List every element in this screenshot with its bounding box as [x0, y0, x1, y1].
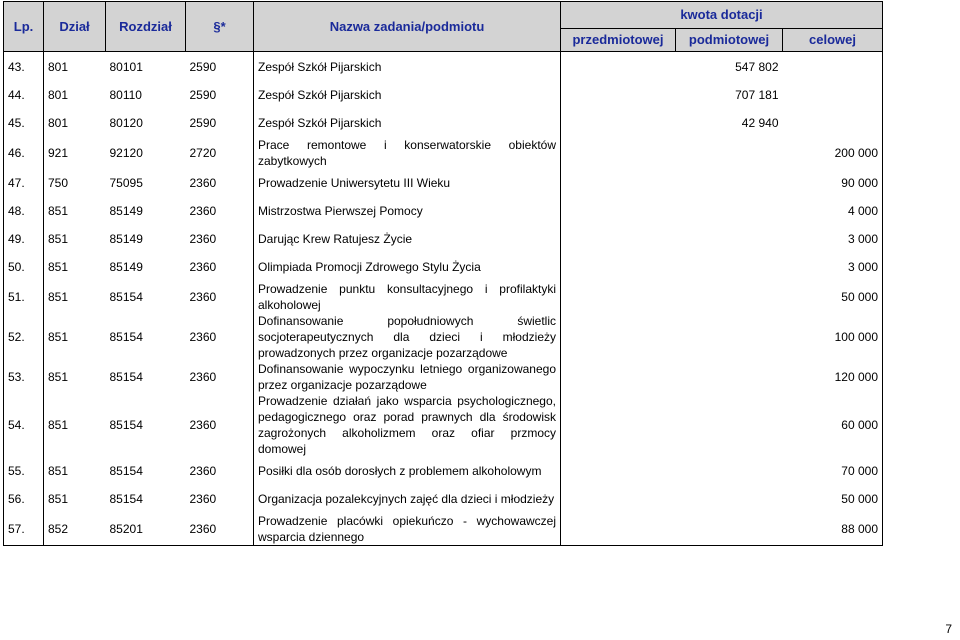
row-przedmiotowej — [561, 225, 676, 253]
row-podmiotowej — [676, 485, 783, 513]
row-celowej: 50 000 — [783, 485, 883, 513]
row-celowej: 200 000 — [783, 137, 883, 169]
row-rozdzial: 85154 — [109, 418, 143, 432]
row-celowej: 3 000 — [783, 225, 883, 253]
row-podmiotowej — [676, 253, 783, 281]
row-dzial: 750 — [44, 169, 106, 197]
row-name: Dofinansowanie popołudniowych świetlic socjoterapeutycznych dla dzieci i młodzieży prowadzonych przez organizacje pozarządowe — [254, 313, 561, 361]
row-podmiotowej — [676, 393, 783, 457]
row-celowej: 100 000 — [783, 313, 883, 361]
row-przedmiotowej — [561, 513, 676, 546]
row-podmiotowej — [676, 281, 783, 313]
row-podmiotowej — [676, 313, 783, 361]
row-dzial: 851 — [44, 313, 106, 361]
row-name: Olimpiada Promocji Zdrowego Stylu Życia — [254, 253, 561, 281]
row-przedmiotowej — [561, 109, 676, 137]
row-paragraph: 2720 — [189, 146, 217, 160]
row-dzial: 851 — [44, 197, 106, 225]
header-amount: kwota dotacji — [561, 2, 883, 29]
table-row — [4, 81, 883, 109]
header-przedmiotowej: przedmiotowej — [561, 29, 676, 52]
table-row — [4, 313, 883, 361]
row-rozdzial: 85149 — [109, 204, 143, 218]
row-przedmiotowej — [561, 52, 676, 82]
row-rozdzial: 85154 — [109, 370, 143, 384]
row-dzial: 851 — [44, 253, 106, 281]
row-paragraph: 2360 — [189, 204, 217, 218]
table-row — [4, 361, 883, 393]
table-row — [4, 109, 883, 137]
header-podmiotowej: podmiotowej — [676, 29, 783, 52]
row-rozdzial: 85201 — [106, 513, 186, 546]
row-name: Prowadzenie punktu konsultacyjnego i profilaktyki alkoholowej — [254, 281, 561, 313]
row-paragraph: 2360 — [189, 290, 217, 304]
row-celowej: 90 000 — [783, 169, 883, 197]
row-podmiotowej — [676, 169, 783, 197]
row-name: Zespół Szkół Pijarskich — [254, 81, 561, 109]
table-row — [4, 52, 883, 82]
header-paragraph: §* — [186, 2, 254, 52]
row-paragraph: 2360 — [189, 176, 217, 190]
row-przedmiotowej — [561, 393, 676, 457]
header-rozdzial: Rozdział — [106, 2, 186, 52]
row-dzial: 921 — [44, 137, 106, 169]
table-row — [4, 513, 883, 546]
row-celowej: 120 000 — [783, 361, 883, 393]
row-name: Zespół Szkół Pijarskich — [254, 109, 561, 137]
row-name: Zespół Szkół Pijarskich — [254, 52, 561, 82]
row-lp: 54. — [4, 393, 44, 457]
row-celowej — [783, 81, 883, 109]
row-celowej: 50 000 — [783, 281, 883, 313]
row-podmiotowej — [676, 361, 783, 393]
row-lp: 53. — [4, 361, 44, 393]
row-dzial: 801 — [44, 81, 106, 109]
header-row-top — [4, 2, 883, 29]
row-celowej — [783, 52, 883, 82]
row-paragraph: 2360 — [189, 418, 217, 432]
row-name: Dofinansowanie wypoczynku letniego organizowanego przez organizacje pozarządowe — [254, 361, 561, 393]
table-row — [4, 169, 883, 197]
row-dzial: 852 — [44, 513, 106, 546]
page-number: 7 — [945, 622, 952, 636]
row-przedmiotowej — [561, 313, 676, 361]
row-przedmiotowej — [561, 281, 676, 313]
row-przedmiotowej — [561, 457, 676, 485]
row-rozdzial: 85149 — [109, 232, 143, 246]
row-przedmiotowej — [561, 197, 676, 225]
row-rozdzial: 75095 — [109, 176, 143, 190]
row-lp: 52. — [4, 313, 44, 361]
row-przedmiotowej — [561, 485, 676, 513]
row-dzial: 851 — [44, 457, 106, 485]
table-row — [4, 197, 883, 225]
row-paragraph: 2360 — [189, 232, 217, 246]
row-rozdzial: 80110 — [109, 88, 142, 102]
row-podmiotowej — [676, 457, 783, 485]
row-dzial: 851 — [44, 485, 106, 513]
row-celowej: 4 000 — [783, 197, 883, 225]
table-row — [4, 485, 883, 513]
row-dzial: 851 — [44, 225, 106, 253]
row-rozdzial: 80101 — [109, 59, 143, 74]
row-rozdzial: 85154 — [109, 290, 143, 304]
row-celowej: 70 000 — [783, 457, 883, 485]
row-celowej: 60 000 — [783, 393, 883, 457]
row-rozdzial: 92120 — [109, 146, 143, 160]
row-dzial: 801 — [44, 52, 106, 82]
row-lp: 55. — [4, 457, 44, 485]
row-rozdzial: 85154 — [109, 330, 143, 344]
row-lp: 46. — [4, 137, 44, 169]
row-paragraph: 2590 — [189, 88, 217, 102]
table-row — [4, 457, 883, 485]
row-podmiotowej — [676, 225, 783, 253]
row-rozdzial: 85149 — [109, 260, 143, 274]
row-rozdzial: 80120 — [109, 116, 143, 130]
row-podmiotowej — [676, 513, 783, 546]
row-podmiotowej: 707 181 — [735, 88, 779, 102]
table-row — [4, 137, 883, 169]
row-podmiotowej — [676, 137, 783, 169]
row-lp: 47. — [4, 169, 44, 197]
table-body — [4, 52, 883, 546]
row-lp: 50. — [4, 253, 44, 281]
row-paragraph: 2360 — [189, 492, 217, 506]
row-dzial: 851 — [44, 393, 106, 457]
row-podmiotowej: 547 802 — [735, 59, 779, 74]
row-przedmiotowej — [561, 137, 676, 169]
header-dzial: Dział — [44, 2, 106, 52]
row-przedmiotowej — [561, 361, 676, 393]
row-paragraph: 2590 — [189, 116, 217, 130]
row-name: Prowadzenie placówki opiekuńczo - wychowawczej wsparcia dziennego — [254, 513, 561, 546]
row-podmiotowej: 42 940 — [741, 116, 779, 130]
row-dzial: 851 — [44, 361, 106, 393]
row-lp: 43. — [4, 52, 44, 82]
row-lp: 44. — [4, 81, 44, 109]
row-przedmiotowej — [561, 253, 676, 281]
row-paragraph: 2360 — [186, 513, 254, 546]
row-celowej: 88 000 — [783, 513, 883, 546]
row-celowej: 3 000 — [783, 253, 883, 281]
subsidy-table — [3, 1, 883, 546]
header-lp: Lp. — [4, 2, 44, 52]
row-lp: 48. — [4, 197, 44, 225]
row-rozdzial: 85154 — [109, 464, 143, 478]
row-name: Prowadzenie działań jako wsparcia psychologicznego, pedagogicznego oraz porad prawnych dla środowisk zagrożonych alkoholizmem oraz ofiar przmocy domowej — [254, 393, 561, 457]
row-lp: 56. — [4, 485, 44, 513]
row-przedmiotowej — [561, 169, 676, 197]
row-celowej — [783, 109, 883, 137]
row-name: Organizacja pozalekcyjnych zajęć dla dzieci i młodzieży — [254, 485, 561, 513]
row-name: Darując Krew Ratujesz Życie — [254, 225, 561, 253]
table-row — [4, 225, 883, 253]
row-lp: 57. — [4, 513, 44, 546]
row-lp: 45. — [4, 109, 44, 137]
table-row — [4, 281, 883, 313]
row-podmiotowej — [676, 197, 783, 225]
row-name: Mistrzostwa Pierwszej Pomocy — [254, 197, 561, 225]
row-paragraph: 2360 — [189, 330, 217, 344]
row-paragraph: 2360 — [189, 370, 217, 384]
row-name: Prace remontowe i konserwatorskie obiektów zabytkowych — [254, 137, 561, 169]
row-dzial: 851 — [44, 281, 106, 313]
row-dzial: 801 — [44, 109, 106, 137]
row-lp: 49. — [4, 225, 44, 253]
row-paragraph: 2590 — [189, 59, 217, 74]
row-przedmiotowej — [561, 81, 676, 109]
header-name: Nazwa zadania/podmiotu — [254, 2, 561, 52]
header-celowej: celowej — [783, 29, 883, 52]
row-name: Prowadzenie Uniwersytetu III Wieku — [254, 169, 561, 197]
row-rozdzial: 85154 — [109, 492, 143, 506]
table-row — [4, 253, 883, 281]
table-row — [4, 393, 883, 457]
row-name: Posiłki dla osób dorosłych z problemem alkoholowym — [254, 457, 561, 485]
row-paragraph: 2360 — [189, 260, 217, 274]
row-paragraph: 2360 — [189, 464, 217, 478]
row-lp: 51. — [4, 281, 44, 313]
